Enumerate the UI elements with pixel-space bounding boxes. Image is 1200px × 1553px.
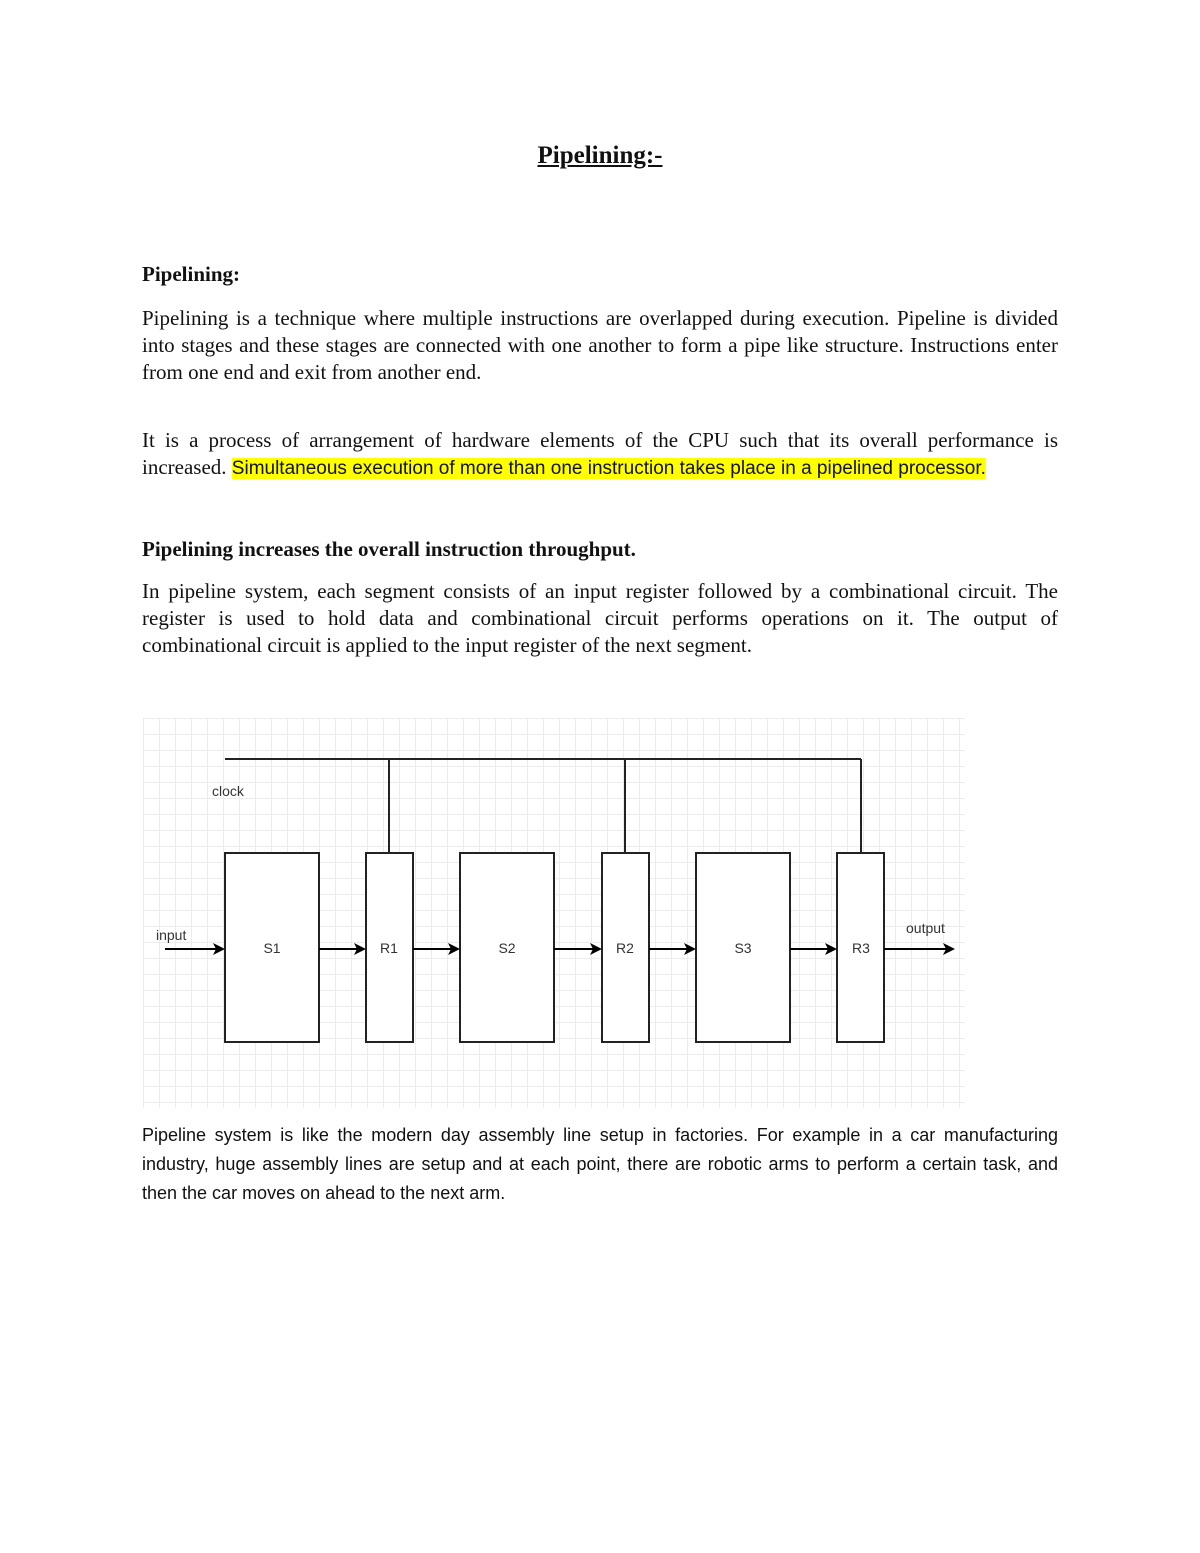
section-heading: Pipelining: xyxy=(142,262,241,286)
paragraph-process-text: It is a process of arrangement of hardware elements of the CPU such that its overall performance is increased. xyxy=(142,428,1058,479)
stage-s3-label: S3 xyxy=(734,940,752,956)
paragraph-assembly-line: Pipeline system is like the modern day assembly line setup in factories. For example in a car manufacturing industry, huge assembly lines are setup and at each point, there are robotic arms to perform a certain task, and then the car moves on ahead to the next arm. xyxy=(142,1125,1058,1203)
pipeline-diagram xyxy=(143,718,965,1108)
paragraph-segments: In pipeline system, each segment consists of an input register followed by a combinational circuit. The register is used to hold data and combinational circuit performs operations on it. The output of combinational circuit is applied to the input register of the next segment. xyxy=(142,579,1058,657)
page-title: Pipelining:- xyxy=(537,142,663,169)
clock-label: clock xyxy=(212,783,244,799)
stage-s2-label: S2 xyxy=(498,940,516,956)
register-r2-label: R2 xyxy=(616,940,634,956)
output-label: output xyxy=(906,920,945,936)
stage-s1-label: S1 xyxy=(263,940,281,956)
paragraph-process xyxy=(142,427,1058,482)
register-r1-label: R1 xyxy=(380,940,398,956)
input-label: input xyxy=(156,927,187,943)
highlighted-text: Simultaneous execution of more than one instruction takes place in a pipelined processor. xyxy=(231,458,986,479)
bold-statement: Pipelining increases the overall instruction throughput. xyxy=(142,537,636,561)
register-r3-label: R3 xyxy=(852,940,870,956)
paragraph-intro: Pipelining is a technique where multiple instructions are overlapped during execution. Pipeline is divided into stages and these stages are connected with one another to form a pipe like structure. Instructions enter from one end and exit from another end. xyxy=(142,306,1058,384)
